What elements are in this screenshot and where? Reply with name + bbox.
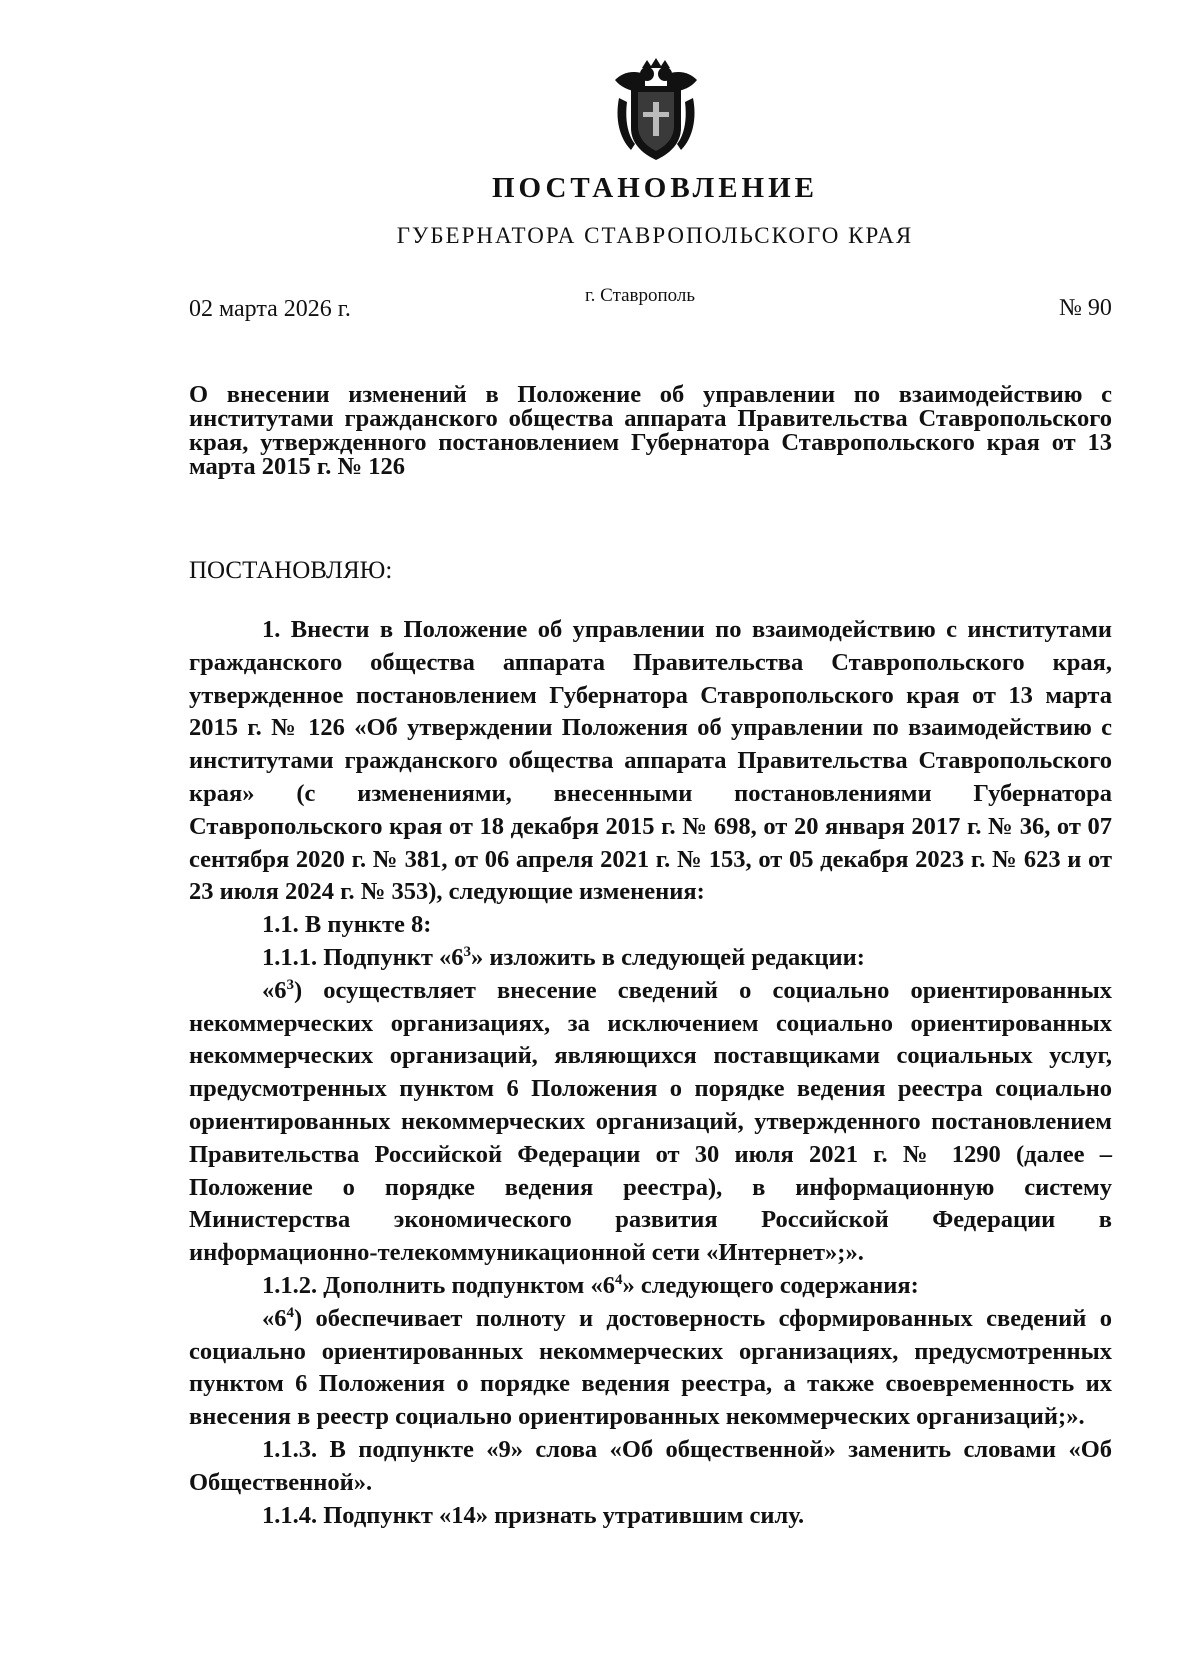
paragraph-1-1: 1.1. В пункте 8:: [262, 911, 432, 939]
document-place: г. Ставрополь: [585, 285, 696, 306]
document-heading: О внесении изменений в Положение об управлении по взаимодействию с институтами гражданского общества аппарата Правительства Ставропольского края, утвержденного постановлением Губернатора Ставропольского края от 13 марта 2015 г. № 126: [189, 381, 1112, 480]
coat-of-arms-icon: [609, 58, 703, 162]
paragraph-1-1-1-start: 1.1.1. Подпункт «6: [262, 943, 464, 971]
paragraph-1-1-3: 1.1.3. В подпункте «9» слова «Об общественной» заменить словами «Об Общественной».: [189, 1435, 1112, 1496]
quoted-subclause-6-4: [189, 1303, 1112, 1434]
superscript: 4: [286, 1304, 294, 1321]
paragraph-1-1-2: [189, 1270, 1112, 1303]
superscript: 3: [286, 976, 294, 993]
document-subtitle: ГУБЕРНАТОРА СТАВРОПОЛЬСКОГО КРАЯ: [396, 223, 914, 248]
paragraph-1-1-4: 1.1.4. Подпункт «14» признать утратившим силу.: [262, 1501, 805, 1529]
paragraph-1: 1. Внести в Положение об управлении по взаимодействию с институтами гражданского общества аппарата Правительства Ставропольского края, утвержденное постановлением Губернатора Ставропольского края от 13 марта 2015 г. № 126 «Об утверждении Положения об управлении по взаимодействию с институтами гражданского общества аппарата Правительства Ставропольского края» (с изменениями, внесенными постановлениями Губернатора Ставропольского края от 18 декабря 2015 г. № 698, от 20 января 2017 г. № 36, от 07 сентября 2020 г. № 381, от 06 апреля 2021 г. № 153, от 05 декабря 2023 г. № 623 и от 23 июля 2024 г. № 353), следующие изменения:: [189, 616, 1112, 906]
paragraph-1-1-1-end: » изложить в следующей редакции:: [471, 943, 865, 971]
quote-start: «6: [262, 976, 287, 1004]
document-date: 02 марта 2026 г.: [189, 296, 351, 322]
document-title: ПОСТАНОВЛЕНИЕ: [491, 172, 818, 204]
superscript: 3: [463, 943, 472, 960]
quote-text: ) осуществляет внесение сведений о социально ориентированных некоммерческих организациях, за исключением социально ориентированных некоммерческих организаций, являющихся поставщиками социальных услуг, предусмотренных пунктом 6 Положения о порядке ведения реестра социально ориентированных некоммерческих организаций, утвержденного постановлением Правительства Российской Федерации от 30 июля 2021 г. № 1290 (далее – Положение о порядке ведения реестра), в информационную систему Министерства экономического развития Российской Федерации в информационно-телекоммуникационной сети «Интернет»;».: [189, 976, 1112, 1267]
document-body: [189, 614, 1112, 1532]
decree-word: ПОСТАНОВЛЯЮ:: [189, 557, 393, 584]
quote-start: «6: [262, 1304, 287, 1332]
document-number: № 90: [1059, 295, 1112, 321]
quoted-subclause-6-3: [189, 975, 1112, 1270]
paragraph-1-1-2-start: 1.1.2. Дополнить подпунктом «6: [262, 1271, 615, 1299]
superscript: 4: [614, 1271, 623, 1288]
paragraph-1-1-2-end: » следующего содержания:: [622, 1271, 919, 1299]
paragraph-1-1-1: [189, 942, 1112, 975]
quote-text: ) обеспечивает полноту и достоверность сформированных сведений о социально ориентированных некоммерческих организациях, предусмотренных пунктом 6 Положения о порядке ведения реестра, а также своевременность их внесения в реестр социально ориентированных некоммерческих организаций;».: [189, 1304, 1112, 1431]
